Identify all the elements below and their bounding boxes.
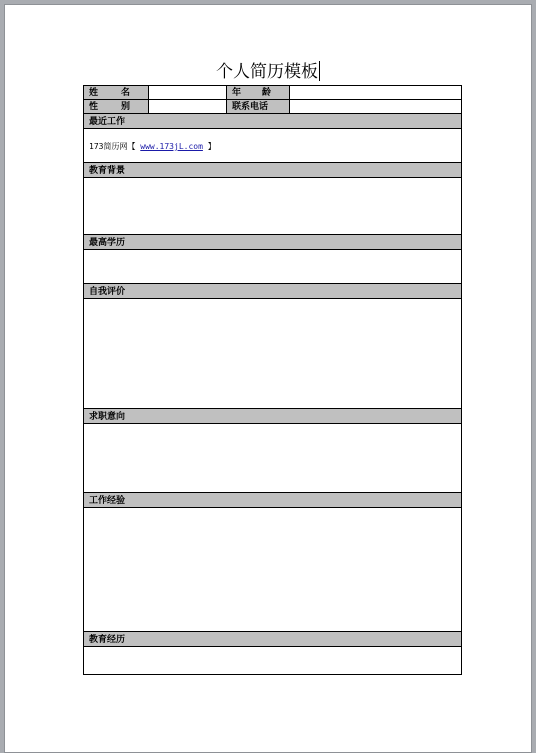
document-title[interactable] (0, 60, 536, 84)
info-row-gender-phone (84, 100, 461, 114)
section-body-highest-degree[interactable] (84, 250, 461, 284)
recent-work-prefix: 173简历网【 (89, 142, 136, 151)
section-body-job-intention[interactable] (84, 424, 461, 493)
document-title-text: 个人简历模板 (216, 62, 318, 82)
label-gender (84, 100, 149, 113)
field-age[interactable] (290, 86, 461, 99)
label-age-char-2: 龄 (261, 87, 271, 97)
label-age-char-1: 年 (232, 87, 242, 97)
label-age (227, 86, 290, 99)
section-body-work-experience[interactable] (84, 508, 461, 632)
field-gender[interactable] (149, 100, 227, 113)
resume-form-table (83, 85, 462, 675)
field-name[interactable] (149, 86, 227, 99)
recent-work-text (84, 129, 461, 152)
section-heading-highest-degree: 最高学历 (84, 235, 461, 250)
section-body-education-experience[interactable] (84, 647, 461, 674)
text-cursor (319, 61, 320, 81)
section-body-recent-work[interactable] (84, 129, 461, 163)
label-gender-char-2: 别 (120, 101, 130, 111)
label-name-char-2: 名 (120, 87, 130, 97)
section-heading-education-background: 教育背景 (84, 163, 461, 178)
info-row-name-age (84, 86, 461, 100)
label-gender-char-1: 性 (89, 101, 99, 111)
section-body-self-evaluation[interactable] (84, 299, 461, 409)
section-body-education-background[interactable] (84, 178, 461, 235)
section-heading-education-experience: 教育经历 (84, 632, 461, 647)
website-link[interactable]: www.173jL.com (140, 142, 203, 151)
field-phone[interactable] (290, 100, 461, 113)
recent-work-suffix: 】 (207, 142, 216, 151)
section-heading-self-evaluation: 自我评价 (84, 284, 461, 299)
label-phone: 联系电话 (227, 100, 290, 113)
section-heading-work-experience: 工作经验 (84, 493, 461, 508)
section-heading-recent-work: 最近工作 (84, 114, 461, 129)
label-name-char-1: 姓 (89, 87, 99, 97)
label-name (84, 86, 149, 99)
section-heading-job-intention: 求职意向 (84, 409, 461, 424)
